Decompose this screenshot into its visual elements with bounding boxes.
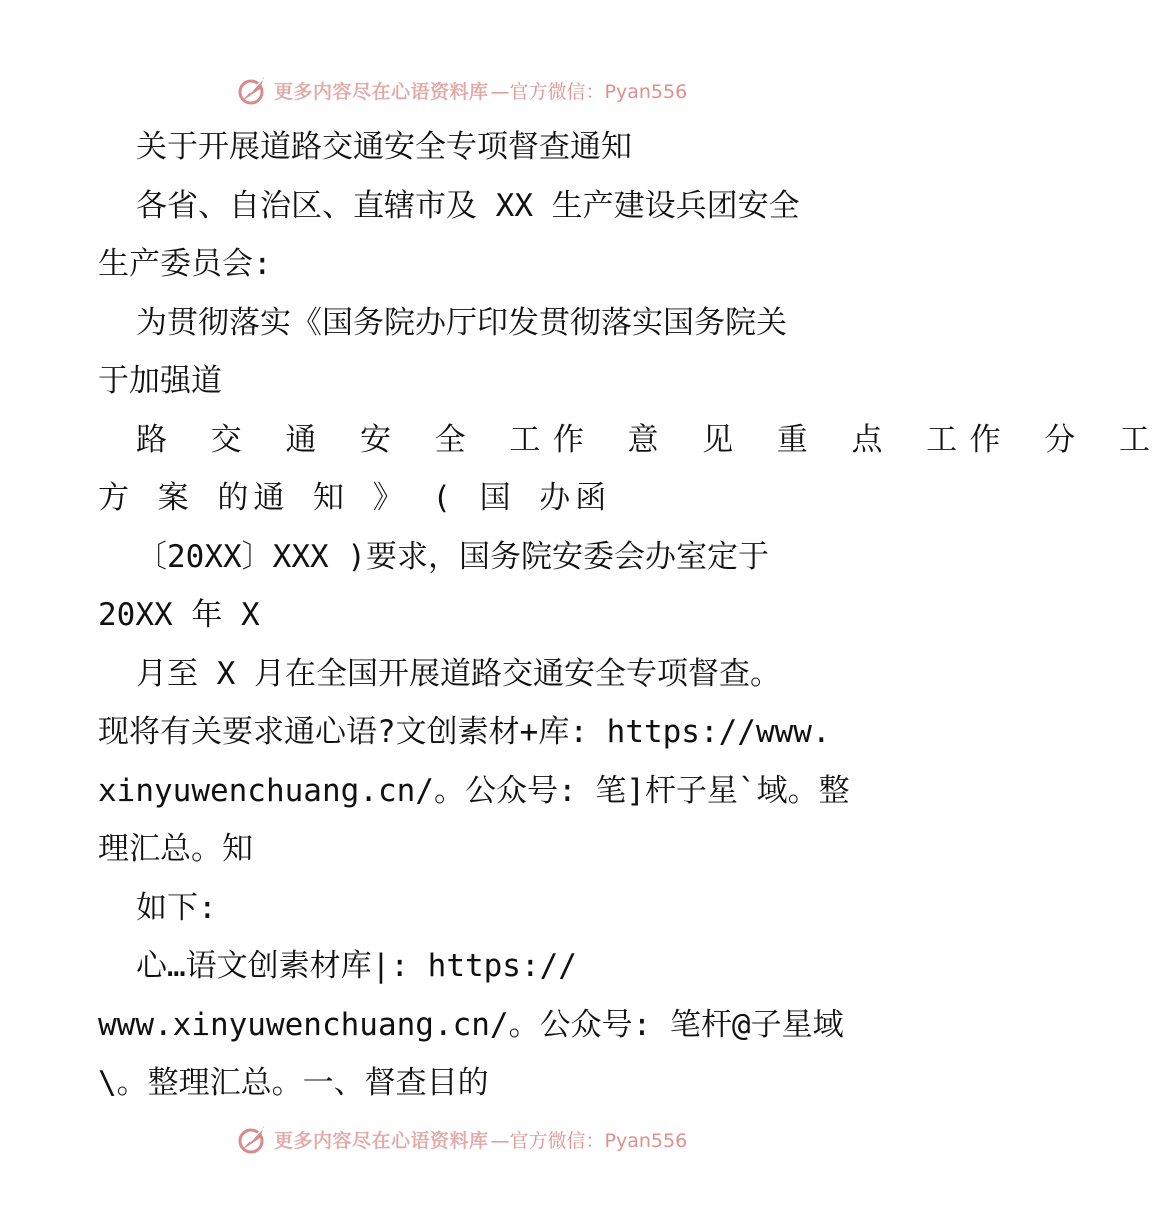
footer-slogan: 更多内容尽在心语资料库 — [274, 1129, 489, 1152]
body-line: 20XX 年 X — [98, 597, 260, 633]
body-line: 心…语文创素材库|: https:// — [136, 948, 577, 984]
body-line: 〔20XX〕XXX )要求，国务院安委会办室定于 — [136, 538, 769, 575]
body-line: 月至 X 月在全国开展道路交通安全专项督查。 — [136, 655, 781, 692]
footer-watermark — [236, 1121, 687, 1157]
body-line: 各省、自治区、直辖市及 XX 生产建设兵团安全 — [136, 187, 800, 224]
body-line: 理汇总。知 — [98, 831, 253, 867]
body-line: \。整理汇总。一、督查目的 — [98, 1065, 489, 1101]
body-line: 如下: — [136, 889, 217, 926]
body-line: www.xinyuwenchuang.cn/。公众号: 笔杆@子星域 — [98, 1006, 844, 1043]
body-line: 于加强道 — [98, 363, 222, 399]
quill-logo-icon — [236, 73, 270, 107]
header-wechat: —官方微信：Pyan556 — [490, 80, 688, 103]
body-line: xinyuwenchuang.cn/。公众号: 笔]杆子星`域。整 — [98, 772, 850, 809]
body-line: 方 案 的通 知 》 ( 国 办函 — [98, 480, 612, 516]
document-title: 关于开展道路交通安全专项督查通知 — [136, 129, 632, 165]
header-watermark — [236, 72, 687, 108]
quill-logo-icon — [236, 1122, 270, 1156]
body-line: 路 交 通 安 全 工作 意 见 重 点 工作 分 工 — [136, 421, 1162, 458]
body-line: 现将有关要求通心语?文创素材+库: https://www. — [98, 714, 831, 750]
footer-wechat: —官方微信：Pyan556 — [490, 1129, 688, 1152]
body-line: 生产委员会: — [98, 246, 272, 282]
header-slogan: 更多内容尽在心语资料库 — [274, 80, 489, 103]
body-line: 为贯彻落实《国务院办厅印发贯彻落实国务院关 — [136, 304, 787, 341]
document-body — [98, 118, 1162, 1113]
